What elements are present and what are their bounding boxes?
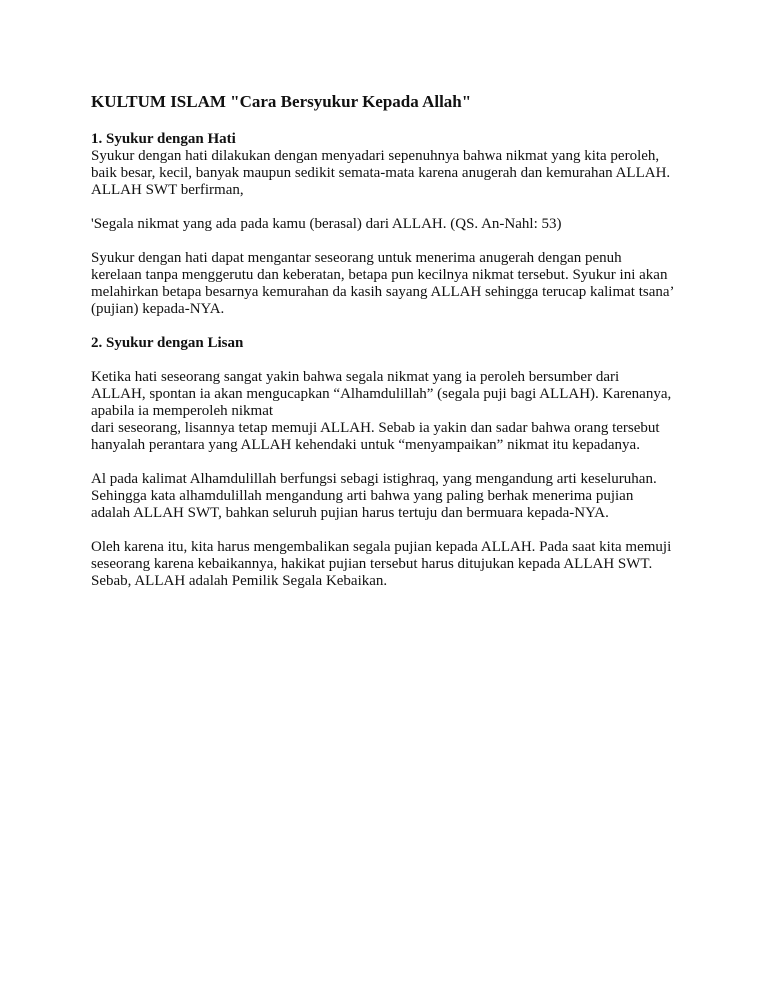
- section-heading-syukur-lisan: 2. Syukur dengan Lisan: [91, 335, 244, 351]
- text-line: Oleh karena itu, kita harus mengembalikan segala pujian kepada ALLAH. Pada saat kita memuji: [91, 539, 672, 555]
- text-line: Syukur dengan hati dilakukan dengan menyadari sepenuhnya bahwa nikmat yang kita peroleh,: [91, 148, 660, 164]
- text-line: dari seseorang, lisannya tetap memuji ALLAH. Sebab ia yakin dan sadar bahwa orang tersebut: [91, 420, 660, 436]
- section-heading-syukur-hati: 1. Syukur dengan Hati: [91, 131, 236, 147]
- text-line: seseorang karena kebaikannya, hakikat pujian tersebut harus ditujukan kepada ALLAH SWT.: [91, 556, 653, 572]
- text-line: Syukur dengan hati dapat mengantar seseorang untuk menerima anugerah dengan penuh: [91, 250, 622, 266]
- text-line: Ketika hati seseorang sangat yakin bahwa segala nikmat yang ia peroleh bersumber dari: [91, 369, 620, 385]
- text-line: Sebab, ALLAH adalah Pemilik Segala Kebaikan.: [91, 573, 388, 589]
- section-2-paragraph-1: [91, 369, 681, 454]
- text-line: adalah ALLAH SWT, bahkan seluruh pujian harus tertuju dan bermuara kepada-NYA.: [91, 505, 609, 521]
- quran-quote: [91, 216, 681, 233]
- document-body: [91, 92, 681, 607]
- document-title: KULTUM ISLAM "Cara Bersyukur Kepada Allah": [91, 92, 472, 111]
- text-line: baik besar, kecil, banyak maupun sedikit semata-mata karena anugerah dan kemurahan ALLAH.: [91, 165, 671, 181]
- text-line: (pujian) kepada-NYA.: [91, 301, 225, 317]
- quote-text: 'Segala nikmat yang ada pada kamu (berasal) dari ALLAH. (QS. An-Nahl: 53): [91, 216, 562, 232]
- section-1-intro: [91, 148, 681, 199]
- text-line: kerelaan tanpa menggerutu dan keberatan, betapa pun kecilnya nikmat tersebut. Syukur ini akan: [91, 267, 668, 283]
- section-1-paragraph: [91, 250, 681, 318]
- text-line: apabila ia memperoleh nikmat: [91, 403, 274, 419]
- text-line: melahirkan betapa besarnya kemurahan da kasih sayang ALLAH sehingga terucap kalimat tsana’: [91, 284, 675, 300]
- text-line: ALLAH SWT berfirman,: [91, 182, 244, 198]
- section-2-paragraph-2: [91, 471, 681, 522]
- text-line: Al pada kalimat Alhamdulillah berfungsi sebagi istighraq, yang mengandung arti keseluruhan.: [91, 471, 657, 487]
- text-line: ALLAH, spontan ia akan mengucapkan “Alhamdulillah” (segala puji bagi ALLAH). Karenanya,: [91, 386, 672, 402]
- section-2-paragraph-3: [91, 539, 681, 590]
- text-line: Sehingga kata alhamdulillah mengandung arti bahwa yang paling berhak menerima pujian: [91, 488, 634, 504]
- text-line: hanyalah perantara yang ALLAH kehendaki untuk “menyampaikan” nikmat itu kepadanya.: [91, 437, 640, 453]
